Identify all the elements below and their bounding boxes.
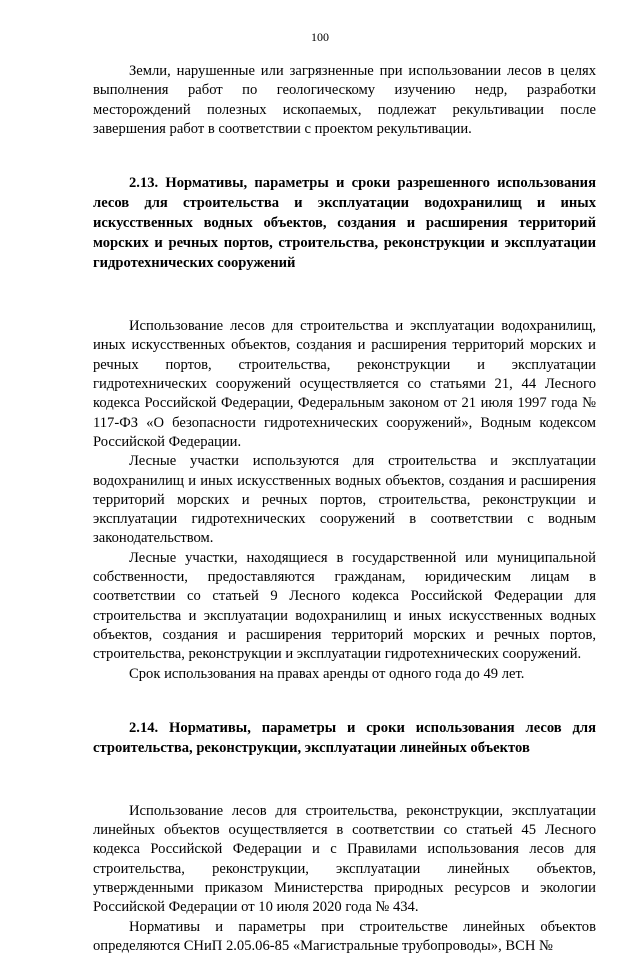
- spacer: [93, 273, 596, 317]
- spacer: [93, 684, 596, 718]
- paragraph-2-13-4: Срок использования на правах аренды от одного года до 49 лет.: [129, 665, 525, 682]
- page-content: [93, 62, 596, 956]
- paragraph-2-13-3: Лесные участки, находящиеся в государственной или муниципальной собственности, предоставляются гражданам, юридическим лицам в соответствии со статьей 9 Лесного кодекса Российской Федерации для строительства и эксплуатации водохранилищ и иных искусственных водных объектов, создания и расширения территорий морских и речных портов, строительства, реконструкции и эксплуатации гидротехнических сооружений.: [93, 549, 596, 663]
- section-heading-2-13: 2.13. Нормативы, параметры и сроки разрешенного использования лесов для строительства и эксплуатации водохранилищ и иных искусственных водных объектов, создания и расширения территорий морских и речных портов, строительства, реконструкции и эксплуатации гидротехнических сооружений: [93, 175, 596, 272]
- paragraph-2-14-2: Нормативы и параметры при строительстве линейных объектов определяются СНиП 2.05.06-85 «Магистральные трубопроводы», ВСН №: [93, 918, 596, 954]
- paragraph-intro: Земли, нарушенные или загрязненные при использовании лесов в целях выполнения работ по геологическому изучению недр, разработки месторождений полезных ископаемых, подлежат рекультивации после завершения работ в соответствии с проектом рекультивации.: [93, 63, 596, 137]
- paragraph-2-13-1: Использование лесов для строительства и эксплуатации водохранилищ, иных искусственных объектов, создания и расширения территорий морских и речных портов, строительства, реконструкции и эксплуатации гидротехнических сооружений осуществляется со статьями 21, 44 Лесного кодекса Российской Федерации, Федеральным законом от 21 июля 1997 года № 117-ФЗ «О безопасности гидротехнических сооружений», Водным кодексом Российской Федерации.: [93, 318, 596, 450]
- spacer: [93, 758, 596, 802]
- paragraph-2-13-2: Лесные участки используются для строительства и эксплуатации водохранилищ и иных искусственных водных объектов, создания и расширения территорий морских и речных портов, строительства, реконструкции и эксплуатации гидротехнических сооружений в соответствии с водным законодательством.: [93, 453, 596, 547]
- spacer: [93, 139, 596, 173]
- paragraph-2-14-1: Использование лесов для строительства, реконструкции, эксплуатации линейных объектов осуществляется в соответствии со статьей 45 Лесного кодекса Российской Федерации и с Правилами использования лесов для строительства, реконструкции, эксплуатации линейных объектов, утвержденными приказом Министерства природных ресурсов и экологии Российской Федерации от 10 июля 2020 года № 434.: [93, 802, 596, 916]
- page-number: 100: [311, 30, 329, 44]
- section-heading-2-14: 2.14. Нормативы, параметры и сроки использования лесов для строительства, реконструкции, эксплуатации линейных объектов: [93, 719, 596, 756]
